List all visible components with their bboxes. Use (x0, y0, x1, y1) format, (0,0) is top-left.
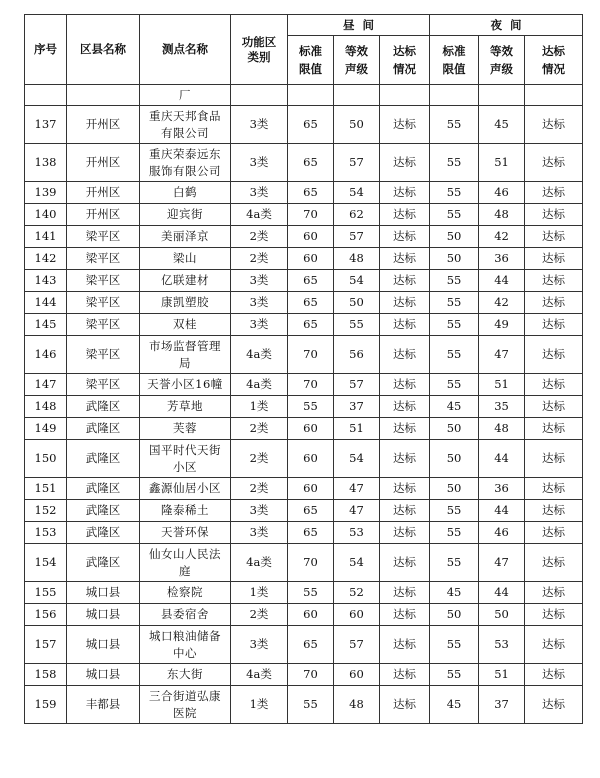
cell-day-level: 48 (334, 686, 380, 724)
cell-district: 开州区 (67, 106, 140, 144)
table-row (25, 182, 583, 204)
cell-zone-class: 1类 (231, 396, 288, 418)
cell-zone-class: 2类 (231, 418, 288, 440)
cell-zone-class: 3类 (231, 626, 288, 664)
cell-night-limit: 55 (430, 182, 479, 204)
cell-night-status: 达标 (525, 478, 583, 500)
cell-site: 康凯塑胶 (140, 292, 231, 314)
cell-night-limit: 55 (430, 336, 479, 374)
cell-day-level: 57 (334, 626, 380, 664)
cell-day-limit: 65 (288, 314, 334, 336)
cell-day-status: 达标 (380, 440, 430, 478)
cell-day-status: 达标 (380, 522, 430, 544)
cell-night-level: 42 (479, 226, 525, 248)
cell-zone-class: 1类 (231, 686, 288, 724)
cell-zone-class: 4a类 (231, 374, 288, 396)
cell-day-status: 达标 (380, 314, 430, 336)
cell-site: 美丽泽京 (140, 226, 231, 248)
cell-day-level: 53 (334, 522, 380, 544)
cell-day-limit: 70 (288, 544, 334, 582)
cell-no: 139 (25, 182, 67, 204)
cell-night-level: 37 (479, 686, 525, 724)
cell-day-level: 54 (334, 270, 380, 292)
cell-no: 143 (25, 270, 67, 292)
cell-day-level: 57 (334, 144, 380, 182)
cell-no: 153 (25, 522, 67, 544)
col-header-night: 夜 间 (430, 15, 583, 36)
cell-day-limit: 65 (288, 144, 334, 182)
cell-day-limit: 60 (288, 418, 334, 440)
cell-no: 145 (25, 314, 67, 336)
table-row (25, 664, 583, 686)
cell-night-limit: 50 (430, 248, 479, 270)
cell-day-status: 达标 (380, 686, 430, 724)
cell-day-status: 达标 (380, 582, 430, 604)
cell-zone-class: 4a类 (231, 204, 288, 226)
cell-no: 137 (25, 106, 67, 144)
col-header-day-limit: 标准 限值 (288, 36, 334, 85)
cell-district: 武隆区 (67, 500, 140, 522)
cell-night-status: 达标 (525, 336, 583, 374)
table-row (25, 626, 583, 664)
col-header-night-status: 达标 情况 (525, 36, 583, 85)
cell-district: 武隆区 (67, 396, 140, 418)
cell-night-limit: 55 (430, 626, 479, 664)
cell-district: 开州区 (67, 144, 140, 182)
cell-zone-class: 2类 (231, 248, 288, 270)
cell-night-status: 达标 (525, 500, 583, 522)
cell-day-level: 52 (334, 582, 380, 604)
cell-night-status: 达标 (525, 248, 583, 270)
table-row (25, 336, 583, 374)
cell-night-status: 达标 (525, 270, 583, 292)
cell-district: 武隆区 (67, 522, 140, 544)
cell-site: 芙蓉 (140, 418, 231, 440)
cell-night-level: 47 (479, 544, 525, 582)
cell-day-level: 54 (334, 182, 380, 204)
cell-site: 白鹤 (140, 182, 231, 204)
cell-night-status: 达标 (525, 396, 583, 418)
cell-day-limit: 55 (288, 396, 334, 418)
cell-night-status: 达标 (525, 664, 583, 686)
cell-night-level: 42 (479, 292, 525, 314)
cell-night-limit: 50 (430, 478, 479, 500)
cell-night-level: 44 (479, 582, 525, 604)
cell-site: 仙女山人民法 庭 (140, 544, 231, 582)
cell-zone-class: 2类 (231, 440, 288, 478)
cell-no: 156 (25, 604, 67, 626)
cell-night-status: 达标 (525, 418, 583, 440)
cell-night-level: 35 (479, 396, 525, 418)
cell-day-limit: 65 (288, 270, 334, 292)
cell-night-level: 51 (479, 144, 525, 182)
cell-day-level: 47 (334, 500, 380, 522)
cell-site: 双桂 (140, 314, 231, 336)
cell-night-level: 46 (479, 522, 525, 544)
cell-day-level: 54 (334, 440, 380, 478)
cell-no: 152 (25, 500, 67, 522)
cell-night-level: 51 (479, 374, 525, 396)
col-header-day-status: 达标 情况 (380, 36, 430, 85)
cell-site: 梁山 (140, 248, 231, 270)
cell-day-status: 达标 (380, 226, 430, 248)
cell-no: 151 (25, 478, 67, 500)
cell-night-status: 达标 (525, 204, 583, 226)
cell-day-level: 54 (334, 544, 380, 582)
cell-night-level: 46 (479, 182, 525, 204)
cell-night-level: 50 (479, 604, 525, 626)
table-body (25, 85, 583, 724)
cell-day-limit: 70 (288, 664, 334, 686)
cell-night-status: 达标 (525, 626, 583, 664)
table-row (25, 144, 583, 182)
cell-night-status: 达标 (525, 440, 583, 478)
cell-zone-class: 3类 (231, 314, 288, 336)
cell-night-status: 达标 (525, 522, 583, 544)
cell-no: 155 (25, 582, 67, 604)
cell-day-status: 达标 (380, 270, 430, 292)
table-row (25, 582, 583, 604)
cell-day-limit: 55 (288, 686, 334, 724)
cell-night-limit: 55 (430, 106, 479, 144)
cell-no: 159 (25, 686, 67, 724)
cell-site: 城口粮油储备 中心 (140, 626, 231, 664)
cell-night-limit: 50 (430, 418, 479, 440)
cell-no: 157 (25, 626, 67, 664)
cell-night-level: 44 (479, 500, 525, 522)
cell-site: 亿联建材 (140, 270, 231, 292)
table-row (25, 106, 583, 144)
noise-monitoring-table-page (24, 14, 582, 724)
cell-no: 150 (25, 440, 67, 478)
cell-zone-class: 2类 (231, 226, 288, 248)
cell-day-level: 48 (334, 248, 380, 270)
header-row-top (25, 15, 583, 36)
cell-day-level: 37 (334, 396, 380, 418)
cell-day-level: 57 (334, 374, 380, 396)
table-row (25, 292, 583, 314)
cell-day-limit: 70 (288, 204, 334, 226)
cell-zone-class: 4a类 (231, 664, 288, 686)
table-row (25, 544, 583, 582)
table-row (25, 500, 583, 522)
cell-day-limit: 60 (288, 248, 334, 270)
table-row (25, 396, 583, 418)
col-header-zone-class: 功能区 类别 (231, 15, 288, 85)
cell-district: 开州区 (67, 204, 140, 226)
col-header-site: 测点名称 (140, 15, 231, 85)
cell-night-limit: 45 (430, 396, 479, 418)
cell-night-status: 达标 (525, 314, 583, 336)
cell-day-level: 57 (334, 226, 380, 248)
cell-day-limit: 60 (288, 604, 334, 626)
cell-night-limit: 55 (430, 292, 479, 314)
cell-night-status: 达标 (525, 144, 583, 182)
cell-night-level: 48 (479, 418, 525, 440)
cell-zone-class: 1类 (231, 582, 288, 604)
cell-site: 市场监督管理 局 (140, 336, 231, 374)
cell-district: 梁平区 (67, 248, 140, 270)
cell-district: 梁平区 (67, 314, 140, 336)
cell-day-status: 达标 (380, 248, 430, 270)
cell-night-status: 达标 (525, 582, 583, 604)
cell-district: 武隆区 (67, 440, 140, 478)
table-row (25, 314, 583, 336)
cell-night-status: 达标 (525, 292, 583, 314)
cell-site: 天誉环保 (140, 522, 231, 544)
cell-night-limit: 55 (430, 270, 479, 292)
cell-site: 芳草地 (140, 396, 231, 418)
cell-district: 武隆区 (67, 544, 140, 582)
cell-night-level: 48 (479, 204, 525, 226)
cell-day-limit: 65 (288, 500, 334, 522)
cell-district: 城口县 (67, 626, 140, 664)
cell-night-limit: 45 (430, 582, 479, 604)
cell-district: 梁平区 (67, 292, 140, 314)
cell-site: 东大街 (140, 664, 231, 686)
cell-no: 142 (25, 248, 67, 270)
cell-no: 141 (25, 226, 67, 248)
cell-zone-class: 2类 (231, 478, 288, 500)
cell-day-limit: 60 (288, 226, 334, 248)
table-row (25, 204, 583, 226)
cell-zone-class: 2类 (231, 604, 288, 626)
cell-night-limit: 45 (430, 686, 479, 724)
cell-night-status: 达标 (525, 604, 583, 626)
cell-district: 武隆区 (67, 418, 140, 440)
cell-site: 国平时代天街 小区 (140, 440, 231, 478)
cell-day-status: 达标 (380, 478, 430, 500)
table-row (25, 248, 583, 270)
cell-night-status: 达标 (525, 374, 583, 396)
cell-day-limit: 70 (288, 336, 334, 374)
cell-night-limit: 55 (430, 204, 479, 226)
cell-zone-class: 3类 (231, 292, 288, 314)
cell-district: 城口县 (67, 664, 140, 686)
cell-district: 梁平区 (67, 270, 140, 292)
cell-zone-class: 3类 (231, 522, 288, 544)
cell-site: 隆泰稀土 (140, 500, 231, 522)
cell-night-status: 达标 (525, 544, 583, 582)
cell-zone-class: 3类 (231, 270, 288, 292)
cell-zone-class: 4a类 (231, 544, 288, 582)
cell-night-limit: 50 (430, 604, 479, 626)
table-row (25, 478, 583, 500)
cell-night-limit: 55 (430, 314, 479, 336)
cell-day-limit: 65 (288, 522, 334, 544)
noise-monitoring-table (24, 14, 583, 724)
cell-day-status: 达标 (380, 182, 430, 204)
cell-night-limit: 55 (430, 500, 479, 522)
table-row (25, 270, 583, 292)
cell-no: 140 (25, 204, 67, 226)
cell-day-level: 62 (334, 204, 380, 226)
cell-night-status: 达标 (525, 226, 583, 248)
cell-day-limit: 60 (288, 478, 334, 500)
cell-day-status: 达标 (380, 418, 430, 440)
cell-district: 城口县 (67, 582, 140, 604)
cell-site: 重庆天邦食品 有限公司 (140, 106, 231, 144)
cell-night-level: 51 (479, 664, 525, 686)
col-header-district: 区县名称 (67, 15, 140, 85)
cell-no: 158 (25, 664, 67, 686)
cell-day-status: 达标 (380, 664, 430, 686)
cell-day-status: 达标 (380, 396, 430, 418)
table-row (25, 374, 583, 396)
table-row (25, 604, 583, 626)
table-row (25, 522, 583, 544)
cell-district: 丰都县 (67, 686, 140, 724)
cell-day-status: 达标 (380, 336, 430, 374)
cell-day-level: 60 (334, 604, 380, 626)
cell-zone-class: 4a类 (231, 336, 288, 374)
cell-no: 148 (25, 396, 67, 418)
cell-day-limit: 65 (288, 626, 334, 664)
col-header-day: 昼 间 (288, 15, 430, 36)
cell-night-limit: 55 (430, 144, 479, 182)
cell-zone-class: 3类 (231, 500, 288, 522)
cell-night-limit: 55 (430, 522, 479, 544)
cell-night-limit: 55 (430, 664, 479, 686)
cell-night-level: 36 (479, 248, 525, 270)
cell-day-limit: 65 (288, 292, 334, 314)
cell-zone-class: 3类 (231, 182, 288, 204)
cell-no: 147 (25, 374, 67, 396)
cell-day-status: 达标 (380, 292, 430, 314)
cell-no: 138 (25, 144, 67, 182)
cell-day-status: 达标 (380, 374, 430, 396)
cell-night-limit: 55 (430, 544, 479, 582)
cell-site: 三合街道弘康 医院 (140, 686, 231, 724)
cell-district: 梁平区 (67, 336, 140, 374)
cell-day-status: 达标 (380, 604, 430, 626)
table-row (25, 440, 583, 478)
carry-over-site: 厂 (140, 85, 231, 106)
cell-day-status: 达标 (380, 626, 430, 664)
cell-day-level: 50 (334, 106, 380, 144)
cell-night-level: 53 (479, 626, 525, 664)
cell-day-limit: 60 (288, 440, 334, 478)
cell-no: 149 (25, 418, 67, 440)
col-header-night-level: 等效 声级 (479, 36, 525, 85)
cell-night-status: 达标 (525, 182, 583, 204)
cell-night-level: 44 (479, 270, 525, 292)
cell-district: 梁平区 (67, 374, 140, 396)
table-row (25, 226, 583, 248)
cell-no: 154 (25, 544, 67, 582)
cell-day-status: 达标 (380, 106, 430, 144)
cell-district: 武隆区 (67, 478, 140, 500)
cell-day-level: 55 (334, 314, 380, 336)
cell-night-level: 47 (479, 336, 525, 374)
cell-night-level: 44 (479, 440, 525, 478)
cell-day-status: 达标 (380, 204, 430, 226)
cell-site: 鑫源仙居小区 (140, 478, 231, 500)
carry-over-row (25, 85, 583, 106)
cell-district: 城口县 (67, 604, 140, 626)
cell-day-status: 达标 (380, 500, 430, 522)
cell-district: 梁平区 (67, 226, 140, 248)
table-row (25, 686, 583, 724)
cell-night-level: 45 (479, 106, 525, 144)
col-header-night-limit: 标准 限值 (430, 36, 479, 85)
cell-day-limit: 55 (288, 582, 334, 604)
cell-day-limit: 65 (288, 182, 334, 204)
cell-day-level: 60 (334, 664, 380, 686)
cell-site: 县委宿舍 (140, 604, 231, 626)
cell-night-level: 49 (479, 314, 525, 336)
cell-day-level: 56 (334, 336, 380, 374)
cell-zone-class: 3类 (231, 106, 288, 144)
cell-day-limit: 65 (288, 106, 334, 144)
cell-zone-class: 3类 (231, 144, 288, 182)
cell-night-status: 达标 (525, 106, 583, 144)
cell-day-status: 达标 (380, 544, 430, 582)
cell-day-status: 达标 (380, 144, 430, 182)
cell-day-level: 50 (334, 292, 380, 314)
cell-night-limit: 50 (430, 440, 479, 478)
cell-day-level: 51 (334, 418, 380, 440)
cell-night-limit: 55 (430, 374, 479, 396)
table-row (25, 418, 583, 440)
cell-district: 开州区 (67, 182, 140, 204)
cell-no: 144 (25, 292, 67, 314)
cell-site: 检察院 (140, 582, 231, 604)
cell-site: 迎宾街 (140, 204, 231, 226)
cell-night-limit: 50 (430, 226, 479, 248)
cell-night-status: 达标 (525, 686, 583, 724)
col-header-day-level: 等效 声级 (334, 36, 380, 85)
cell-night-level: 36 (479, 478, 525, 500)
cell-no: 146 (25, 336, 67, 374)
cell-site: 重庆荣泰远东 服饰有限公司 (140, 144, 231, 182)
col-header-no: 序号 (25, 15, 67, 85)
cell-site: 天誉小区16幢 (140, 374, 231, 396)
cell-day-level: 47 (334, 478, 380, 500)
cell-day-limit: 70 (288, 374, 334, 396)
